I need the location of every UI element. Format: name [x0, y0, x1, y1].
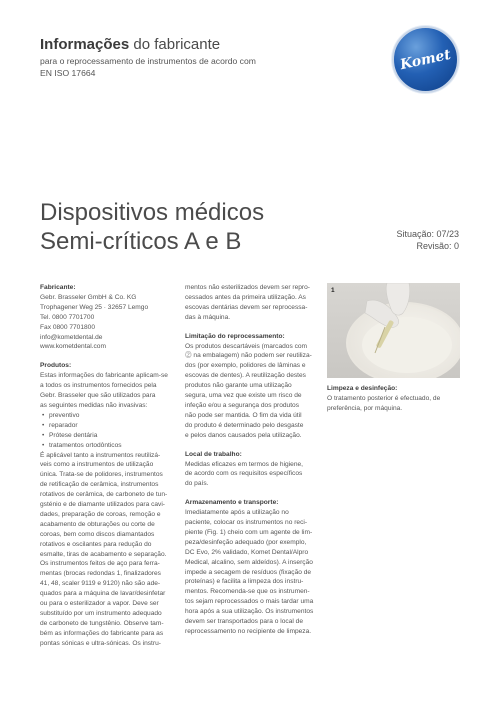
text-line: mentos não esterilizados devem ser repro-: [185, 284, 310, 291]
text-line: segura, uma vez que existe um risco de: [185, 392, 302, 400]
column-2: [185, 283, 321, 637]
text-line: esmalte, tiras de acabamento e separação.: [40, 550, 167, 558]
text-line: 41, 48, scaler 9119 e 9120) não são ade-: [40, 580, 161, 588]
subtitle-line: EN ISO 17664: [40, 68, 96, 78]
text-line: bém as informações do fabricante para as: [40, 629, 164, 637]
text-line: peza/desinfeção adequado (por exemplo,: [185, 538, 307, 546]
text-line: Gebr. Brasseler GmbH & Co. KG: [40, 293, 137, 301]
figure-1-photo: [327, 283, 460, 378]
column-3: [327, 283, 460, 414]
storage-heading: Armazenamento e transporte:: [185, 499, 279, 507]
revision: Revisão: 0: [416, 241, 459, 251]
text-line: de acordo com os requisitos específicos: [185, 470, 303, 478]
list-item: • Prótese dentária: [40, 431, 176, 441]
text-line: veis como a instrumentos de utilização: [40, 461, 154, 469]
text-line: do país.: [185, 480, 209, 488]
text-line: de retificação de cerâmica, instrumentos: [40, 481, 159, 489]
subtitle-line: para o reprocessamento de instrumentos de acordo com: [40, 56, 256, 66]
text-line: Medical, alcalino, sem aldeídos). A inserção: [185, 558, 313, 566]
text-line: das à máquina.: [185, 313, 231, 321]
text-line: paciente, colocar os instrumentos no reci-: [185, 519, 308, 527]
text-line: Medidas eficazes em termos de higiene,: [185, 460, 304, 468]
text-line: escovas dentárias devem ser reprocessa-: [185, 303, 308, 311]
list-item: • tratamentos ortodônticos: [40, 441, 176, 451]
text-line: única. Trata-se de polidores, instrumentos: [40, 471, 163, 479]
text-line: e pelos danos causados pela utilização.: [185, 431, 302, 439]
text-line: preferência, por máquina.: [327, 404, 403, 412]
text-line: Estas informações do fabricante aplicam-se: [40, 372, 168, 380]
text-line: Trophagener Weg 25 · 32657 Lemgo: [40, 303, 149, 311]
text-line: ⓶ na embalagem) não podem ser reutiliza-: [185, 352, 312, 360]
text-line: dades, preparação de coroas, remoção e: [40, 510, 161, 518]
manufacturer-info-title: [40, 36, 220, 53]
products-heading: Produtos:: [40, 362, 72, 370]
text-line: infeção e/ou a segurança dos produtos: [185, 401, 300, 409]
text-line: coroas, bem como discos diamantados: [40, 530, 155, 538]
text-line: gsténio e de diamante utilizados para cavi-: [40, 501, 165, 509]
text-line: proteínas) e facilita a limpeza dos instru-: [185, 578, 304, 586]
list-item: • preventivo: [40, 411, 176, 421]
text-line: rotativos de cerâmica, de carboneto de tun-: [40, 491, 168, 499]
komet-logo: [392, 26, 459, 93]
text-line: quados para a máquina de lavar/desinfetar: [40, 590, 166, 598]
text-line: mentas (brocas redondas 1, finalizadores: [40, 570, 161, 578]
website-link[interactable]: www.kometdental.com: [40, 343, 106, 351]
text-line: DC Evo, 2% validado, Komet Dental/Alpro: [185, 548, 309, 556]
title-line: Semi-críticos A e B: [40, 228, 242, 255]
text-line: acabamento de obturações ou corte de: [40, 520, 155, 528]
text-line: cessados antes da primeira utilização. As: [185, 293, 306, 301]
text-line: ou para o esterilizador a vapor. Deve ser: [40, 600, 159, 608]
logo-text: Komet: [398, 46, 453, 74]
text-line: Fax 0800 7701800: [40, 323, 95, 331]
text-line: hora após a sua utilização. Os instrumentos: [185, 608, 314, 616]
document-title: [40, 198, 264, 256]
manufacturer-heading: Fabricante:: [40, 284, 76, 291]
text-line: reprocessamento no recipiente de limpeza.: [185, 628, 312, 635]
text-line: pontas sónicas e ultra-sónicas. Os instru-: [40, 639, 161, 647]
text-line: devem ser transportados para o local de: [185, 618, 304, 626]
text-line: dos (por exemplo, polidores de lâminas e: [185, 362, 306, 370]
text-line: produtos não garante uma utilização: [185, 382, 292, 390]
text-line: escovas de dentes). A reutilização destes: [185, 372, 306, 380]
text-line: Tel. 0800 7701700: [40, 313, 95, 321]
status-date: Situação: 07/23: [396, 229, 459, 239]
text-line: de carboneto de tungstênio. Observe tam-: [40, 619, 164, 627]
title-bold: Informações: [40, 36, 130, 53]
text-line: substituído por um instrumento adequado: [40, 610, 162, 617]
figure-number: 1: [331, 287, 335, 294]
text-line: não pode ser mantida. O fim da vida útil: [185, 411, 302, 419]
list-item: • reparador: [40, 421, 176, 431]
text-line: Os instrumentos feitos de aço para ferra-: [40, 560, 160, 568]
limitation-heading: Limitação do reprocessamento:: [185, 332, 285, 340]
document-status: [396, 228, 459, 252]
email-link[interactable]: info@kometdental.de: [40, 333, 103, 341]
cleaning-container-image: [327, 283, 460, 378]
workplace-heading: Local de trabalho:: [185, 450, 242, 458]
cleaning-heading: Limpeza e desinfeção:: [327, 385, 398, 392]
title-line: Dispositivos médicos: [40, 199, 265, 226]
header-subtitle: [40, 55, 256, 79]
text-line: as seguintes medidas não invasivas:: [40, 401, 148, 409]
title-rest: do fabricante: [129, 36, 221, 53]
text-line: Os produtos descartáveis (marcados com: [185, 342, 308, 350]
text-line: impede a secagem de resíduos (fixação de: [185, 568, 312, 576]
products-list: [40, 411, 176, 451]
text-line: O tratamento posterior é efectuado, de: [327, 394, 441, 402]
text-line: piente (Fig. 1) cheio com um agente de lim-: [185, 528, 313, 536]
text-line: rotativos e oscilantes para redução do: [40, 540, 152, 548]
text-line: mentos. Recomenda-se que os instrumen-: [185, 588, 310, 596]
text-line: Imediatamente após a utilização no: [185, 509, 289, 517]
text-line: do produto é determinado pelo desgaste: [185, 421, 304, 429]
text-line: a todos os instrumentos fornecidos pela: [40, 382, 157, 390]
column-1: [40, 283, 176, 649]
text-line: tos sejam reprocessados o mais tardar uma: [185, 598, 314, 606]
text-line: É aplicável tanto a instrumentos reutilizá-: [40, 451, 161, 459]
text-line: Gebr. Brasseler que são utilizados para: [40, 392, 156, 400]
